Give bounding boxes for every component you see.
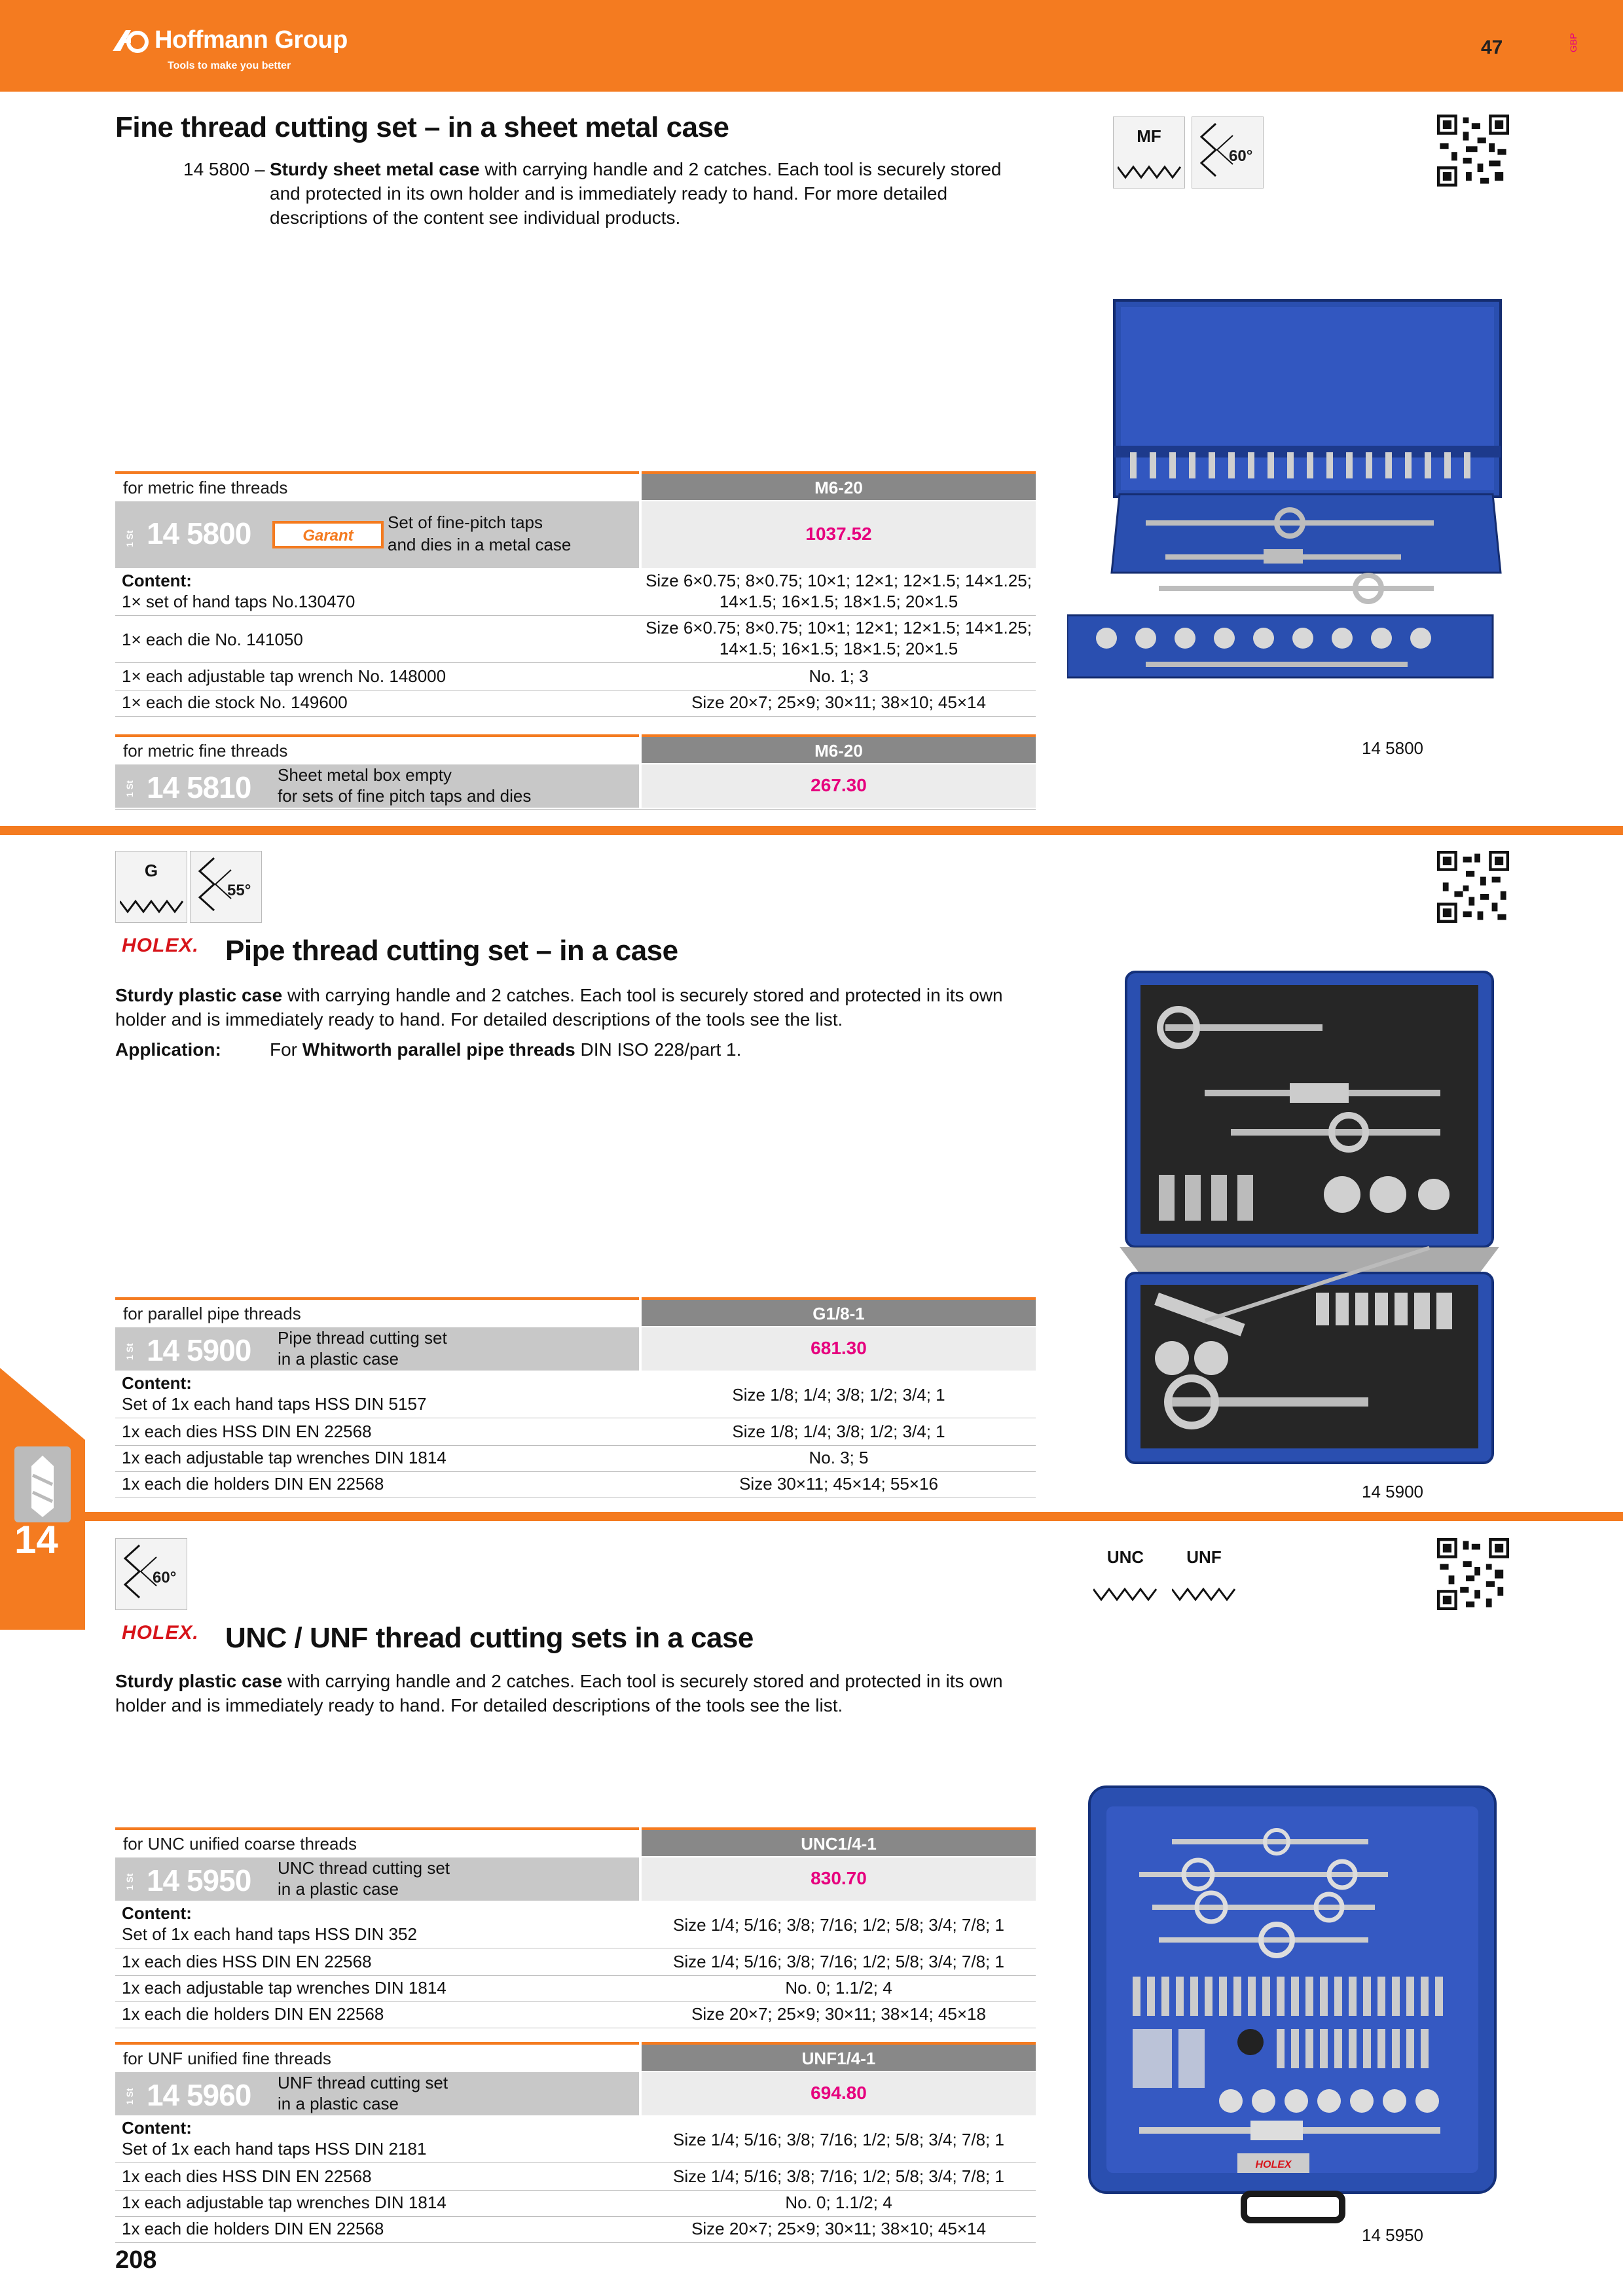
fine-thread-set-image: [1067, 298, 1506, 684]
svg-text:Garant: Garant: [302, 527, 354, 545]
article-row-145810[interactable]: 1 St 14 5810 Sheet metal box empty for sets of fine pitch taps and dies: [115, 764, 639, 808]
section3-intro-line2: holder and is immediately ready to hand. For detailed descriptions of the tools see the list.: [115, 1695, 843, 1715]
article-row-145800[interactable]: 1 St 14 5800 Garant Set of fine-pitch taps and dies in a metal case: [115, 501, 639, 568]
content-item: 1x each adjustable tap wrenches DIN 1814: [122, 1978, 447, 1998]
content-item: 1× set of hand taps No.130470: [122, 592, 356, 611]
section1-intro-line1: Sturdy sheet metal case with carrying handle and 2 catches. Each tool is securely stored: [270, 159, 1002, 179]
article-row-145900[interactable]: 1 St 14 5900 Pipe thread cutting set in a plastic case: [115, 1327, 639, 1371]
section1-image-caption: 14 5800: [1362, 738, 1423, 758]
content-value: Size 1/4; 5/16; 3/8; 7/16; 1/2; 5/8; 3/4; 7/8; 1: [673, 1952, 1004, 1971]
content-item: Set of 1x each hand taps HSS DIN 5157: [122, 1394, 427, 1414]
section3-intro-line1: Sturdy plastic case with carrying handle and 2 catches. Each tool is securely stored and protected in its own: [115, 1671, 1003, 1691]
content-value: Size 1/4; 5/16; 3/8; 7/16; 1/2; 5/8; 3/4; 7/8; 1: [673, 2130, 1004, 2149]
table2-column-header: M6-20: [642, 734, 1036, 763]
application-label: Application:: [115, 1039, 221, 1060]
content-item: 1x each die holders DIN EN 22568: [122, 2219, 384, 2238]
content-value: Size 1/4; 5/16; 3/8; 7/16; 1/2; 5/8; 3/4; 7/8; 1: [673, 1915, 1004, 1935]
content-item: 1x each dies HSS DIN EN 22568: [122, 1952, 372, 1971]
article-number: 14 5900: [147, 1333, 251, 1367]
content-label: Content:: [122, 1373, 192, 1393]
thread-angle-55-symbol: 55°: [190, 851, 262, 923]
unc-thread-symbol: UNC: [1089, 1538, 1161, 1610]
content-item: 1× each die stock No. 149600: [122, 692, 348, 712]
section2-intro-line1: Sturdy plastic case with carrying handle and 2 catches. Each tool is securely stored and protected in its own: [115, 985, 1003, 1005]
content-value: No. 1; 3: [809, 666, 869, 686]
content-value: Size 6×0.75; 8×0.75; 10×1; 12×1; 12×1.5; 14×1.25;: [646, 618, 1032, 637]
zigzag-thread-icon: [1172, 1583, 1236, 1602]
section2-intro-line2: holder and is immediately ready to hand. For detailed descriptions of the tools see the list.: [115, 1009, 843, 1030]
article-number: 14 5800: [147, 516, 251, 550]
content-value: Size 6×0.75; 8×0.75; 10×1; 12×1; 12×1.5; 14×1.25;: [646, 571, 1032, 590]
article-number: 14 5810: [147, 770, 251, 804]
garant-logo-icon: [272, 521, 384, 548]
content-item: 1x each die holders DIN EN 22568: [122, 2004, 384, 2024]
content-value: Size 20×7; 25×9; 30×11; 38×14; 45×18: [691, 2004, 986, 2024]
content-value: Size 1/8; 1/4; 3/8; 1/2; 3/4; 1: [732, 1385, 945, 1405]
price-145800: 1037.52: [642, 501, 1036, 568]
content-value: No. 0; 1.1/2; 4: [785, 1978, 892, 1998]
table5-column-header: UNF1/4-1: [642, 2042, 1036, 2071]
table4-group-label: for UNC unified coarse threads: [115, 1827, 639, 1856]
content-value: Size 20×7; 25×9; 30×11; 38×10; 45×14: [691, 692, 986, 712]
content-label: Content:: [122, 571, 192, 590]
table3-group-label: for parallel pipe threads: [115, 1297, 639, 1326]
content-value: Size 20×7; 25×9; 30×11; 38×10; 45×14: [691, 2219, 986, 2238]
content-item: Set of 1x each hand taps HSS DIN 2181: [122, 2139, 427, 2159]
thread-angle-60-symbol: 60°: [1192, 117, 1264, 188]
price-145900: 681.30: [642, 1327, 1036, 1371]
section3-title: UNC / UNF thread cutting sets in a case: [225, 1622, 754, 1654]
section2-image-caption: 14 5900: [1362, 1482, 1423, 1501]
section1-intro-line3: descriptions of the content see individual products.: [270, 207, 681, 228]
content-label: Content:: [122, 2118, 192, 2138]
zigzag-thread-icon: [1093, 1583, 1158, 1602]
content-item: 1× each die No. 141050: [122, 630, 303, 649]
region-tag: GBP: [1568, 33, 1578, 52]
price-145960: 694.80: [642, 2072, 1036, 2115]
content-value: 14×1.5; 16×1.5; 18×1.5; 20×1.5: [719, 639, 958, 658]
brand-name: Hoffmann Group: [155, 26, 348, 54]
page-number-footer: 208: [115, 2246, 157, 2274]
content-value: Size 1/8; 1/4; 3/8; 1/2; 3/4; 1: [732, 1422, 945, 1441]
content-item: 1x each adjustable tap wrenches DIN 1814: [122, 2193, 447, 2212]
unc-unf-set-image: [1080, 1780, 1506, 2232]
section1-title: Fine thread cutting set – in a sheet metal case: [115, 111, 729, 143]
qr-code-icon[interactable]: [1437, 851, 1509, 923]
table5-group-label: for UNF unified fine threads: [115, 2042, 639, 2071]
table4-column-header: UNC1/4-1: [642, 1827, 1036, 1856]
zigzag-thread-icon: [120, 895, 184, 914]
section1-intro-line2: and protected in its own holder and is immediately ready to hand. For more detailed: [270, 183, 948, 204]
qr-code-icon[interactable]: [1437, 115, 1509, 187]
pipe-thread-set-image: [1106, 965, 1512, 1476]
price-145950: 830.70: [642, 1857, 1036, 1901]
content-value: Size 1/4; 5/16; 3/8; 7/16; 1/2; 5/8; 3/4; 7/8; 1: [673, 2166, 1004, 2186]
table2-group-label: for metric fine threads: [115, 734, 639, 763]
article-row-145960[interactable]: 1 St 14 5960 UNF thread cutting set in a plastic case: [115, 2072, 639, 2115]
section2-title: Pipe thread cutting set – in a case: [225, 935, 678, 967]
content-value: No. 3; 5: [809, 1448, 869, 1467]
application-text: For Whitworth parallel pipe threads DIN ISO 228/part 1.: [270, 1039, 742, 1060]
zigzag-thread-icon: [1118, 160, 1182, 180]
pipe-thread-symbol: G: [115, 851, 187, 923]
table1-group-label: for metric fine threads: [115, 471, 639, 500]
holex-brand-logo: HOLEX.: [122, 935, 199, 956]
section-divider: [0, 1512, 1623, 1521]
content-value: Size 30×11; 45×14; 55×16: [739, 1474, 938, 1494]
chapter-number: 14: [14, 1518, 58, 1562]
content-item: 1× each adjustable tap wrench No. 148000: [122, 666, 447, 686]
content-item: 1x each adjustable tap wrenches DIN 1814: [122, 1448, 447, 1467]
hoffmann-logo-icon: [111, 25, 151, 58]
unf-thread-symbol: UNF: [1168, 1538, 1240, 1610]
thread-angle-60-symbol: 60°: [115, 1538, 187, 1610]
article-row-145950[interactable]: 1 St 14 5950 UNC thread cutting set in a plastic case: [115, 1857, 639, 1901]
metric-fine-thread-symbol: MF: [1113, 117, 1185, 188]
content-label: Content:: [122, 1903, 192, 1923]
content-item: 1x each dies HSS DIN EN 22568: [122, 2166, 372, 2186]
content-item: 1x each die holders DIN EN 22568: [122, 1474, 384, 1494]
article-number: 14 5960: [147, 2078, 251, 2112]
drill-bit-icon: [14, 1446, 71, 1522]
section-divider: [0, 826, 1623, 835]
content-item: 1x each dies HSS DIN EN 22568: [122, 1422, 372, 1441]
content-value: 14×1.5; 16×1.5; 18×1.5; 20×1.5: [719, 592, 958, 611]
chapter-tab[interactable]: [0, 1368, 85, 1630]
table1-column-header: M6-20: [642, 471, 1036, 500]
article-number: 14 5950: [147, 1863, 251, 1897]
table3-column-header: G1/8-1: [642, 1297, 1036, 1326]
section3-image-caption: 14 5950: [1362, 2225, 1423, 2245]
content-value: No. 0; 1.1/2; 4: [785, 2193, 892, 2212]
svg-text:HOLEX: HOLEX: [1255, 2159, 1292, 2170]
holex-brand-logo: HOLEX.: [122, 1622, 199, 1643]
section1-intro-code: 14 5800 –: [183, 159, 265, 179]
price-145810: 267.30: [642, 764, 1036, 808]
brand-tagline: Tools to make you better: [168, 60, 291, 71]
content-item: Set of 1x each hand taps HSS DIN 352: [122, 1924, 417, 1944]
qr-code-icon[interactable]: [1437, 1538, 1509, 1610]
page-number: 47: [1481, 37, 1503, 58]
